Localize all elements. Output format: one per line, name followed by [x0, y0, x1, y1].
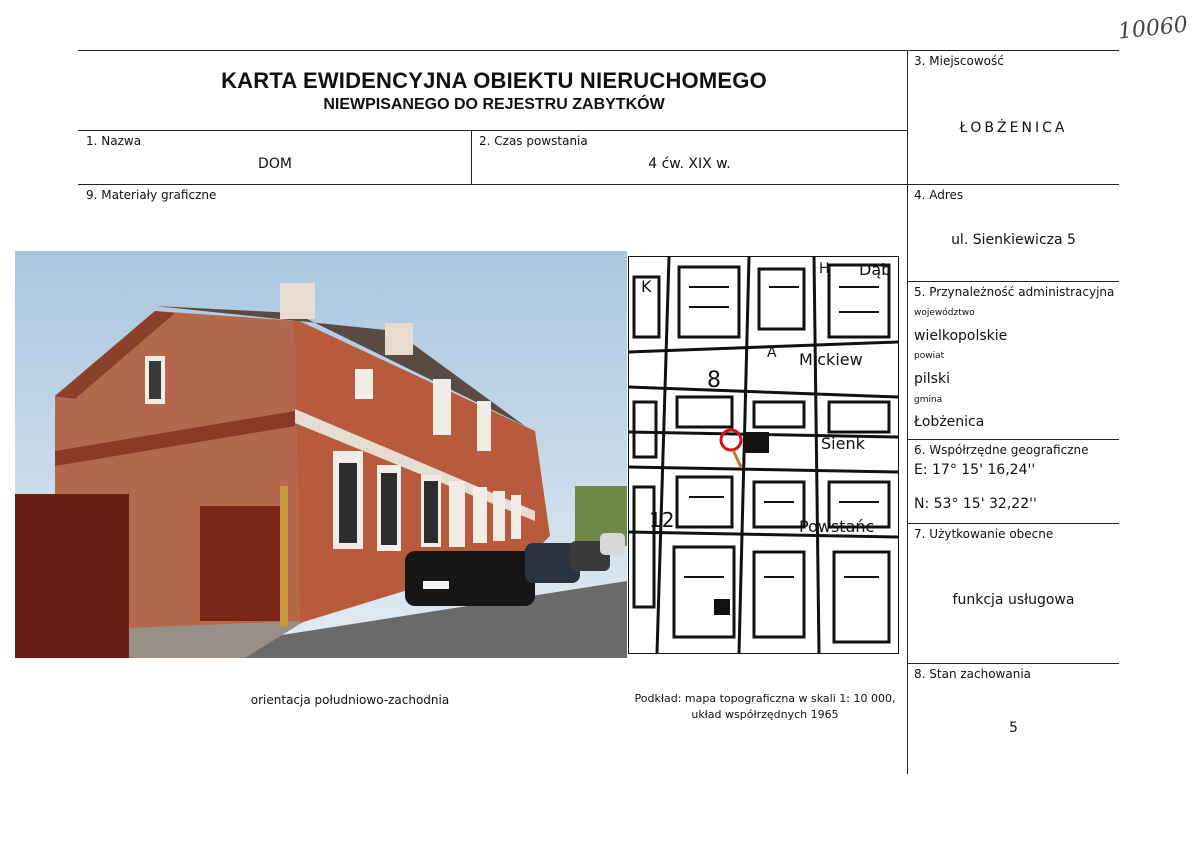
- powiat-label: powiat: [914, 351, 945, 361]
- map-label-dab: Dąb: [859, 260, 892, 279]
- photo-caption: orientacja południowo-zachodnia: [250, 693, 450, 707]
- gmina-value: Łobżenica: [914, 414, 985, 430]
- stan-label: 8. Stan zachowania: [914, 667, 1032, 681]
- nazwa-label: 1. Nazwa: [86, 134, 142, 148]
- building-photo: [15, 251, 627, 658]
- document-title: KARTA EWIDENCYJNA OBIEKTU NIERUCHOMEGO: [221, 68, 767, 93]
- wspolrzedne-label: 6. Współrzędne geograficzne: [914, 443, 1089, 457]
- rule-below-wspolrzedne: [907, 523, 1119, 524]
- nazwa-value: DOM: [258, 156, 292, 172]
- powiat-value: pilski: [914, 371, 950, 387]
- adres-label: 4. Adres: [914, 188, 964, 202]
- map-label-a: A: [767, 345, 777, 361]
- topographic-map: [628, 256, 899, 654]
- czas-value: 4 ćw. XIX w.: [648, 156, 731, 172]
- map-label-12: 12: [649, 508, 675, 532]
- right-column-divider: [907, 50, 908, 774]
- map-label-mickiewicza: Mickiew: [799, 350, 863, 369]
- map-label-k: K: [641, 277, 652, 296]
- latitude-value: N: 53° 15' 32,22'': [914, 496, 1037, 512]
- handwritten-number: 10060: [1116, 12, 1190, 45]
- materialy-label: 9. Materiały graficzne: [86, 188, 217, 202]
- top-rule: [78, 50, 1119, 51]
- map-label-powstancow: Powstańc: [799, 517, 875, 536]
- miejscowosc-value: ŁOBŻENICA: [959, 120, 1068, 136]
- rule-below-title: [78, 130, 907, 131]
- stan-value: 5: [1009, 720, 1018, 736]
- document-subtitle: NIEWPISANEGO DO REJESTRU ZABYTKÓW: [323, 96, 665, 113]
- rule-below-adres: [907, 281, 1119, 282]
- gmina-label: gmina: [914, 395, 943, 405]
- map-label-sienkiewicza: Sienk: [821, 434, 865, 453]
- rule-below-uzytkowanie: [907, 663, 1119, 664]
- uzytkowanie-value: funkcja usługowa: [952, 592, 1075, 608]
- miejscowosc-label: 3. Miejscowość: [914, 54, 1004, 68]
- czas-label: 2. Czas powstania: [479, 134, 588, 148]
- przynaleznosc-label: 5. Przynależność administracyjna: [914, 285, 1115, 299]
- uzytkowanie-label: 7. Użytkowanie obecne: [914, 527, 1054, 541]
- rule-below-przynaleznosc: [907, 439, 1119, 440]
- rule-below-nazwa: [78, 184, 1119, 185]
- map-label-8: 8: [707, 368, 721, 393]
- wojewodztwo-value: wielkopolskie: [914, 328, 1008, 344]
- wojewodztwo-label: województwo: [914, 308, 975, 318]
- map-caption-line2: układ współrzędnych 1965: [691, 708, 839, 721]
- adres-value: ul. Sienkiewicza 5: [951, 232, 1076, 248]
- map-caption-line1: Podkład: mapa topograficzna w skali 1: 10 000,: [634, 692, 896, 705]
- longitude-value: E: 17° 15' 16,24'': [914, 462, 1036, 478]
- map-label-h: H: [819, 261, 830, 277]
